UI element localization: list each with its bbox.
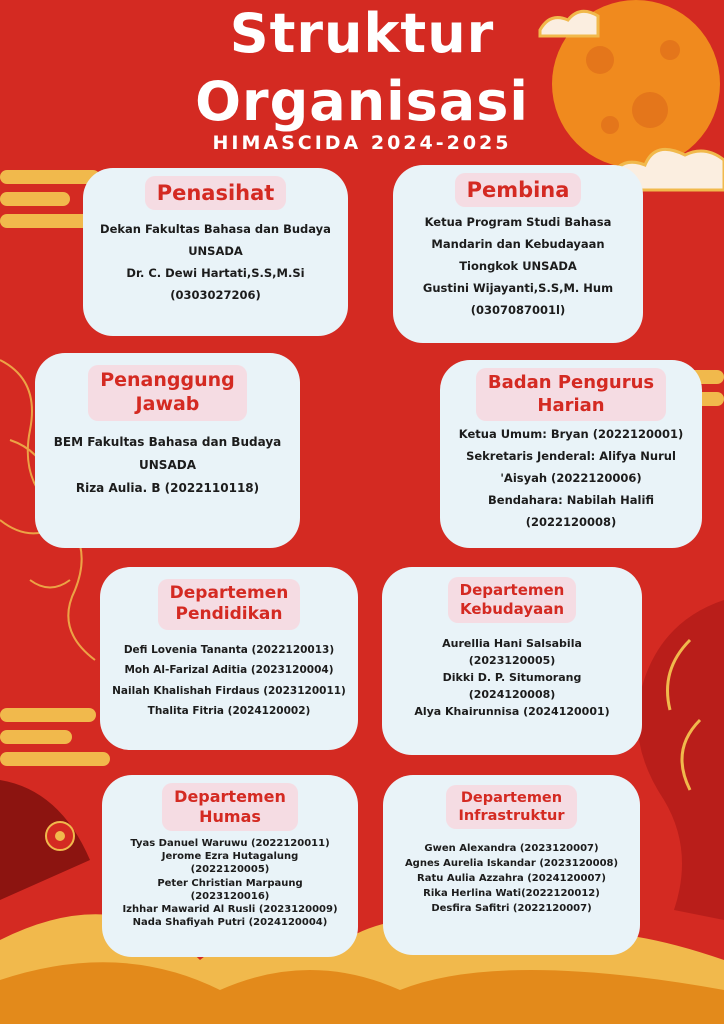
pendidikan-line: Thalita Fitria (2024120002) xyxy=(147,705,311,717)
heading-bph: Badan Pengurus Harian xyxy=(476,368,666,421)
penasihat-line: Dr. C. Dewi Hartati,S.S,M.Si xyxy=(126,266,305,281)
pembina-line: Tiongkok UNSADA xyxy=(459,259,577,274)
pendidikan-line: Nailah Khalishah Firdaus (2023120011) xyxy=(112,684,346,697)
card-pembina xyxy=(393,165,643,343)
page-title-line1: Struktur xyxy=(229,2,495,65)
kebudayaan-line: Alya Khairunnisa (2024120001) xyxy=(414,704,610,718)
heading-pendidikan: Departemen Pendidikan xyxy=(158,579,301,630)
heading-infrastruktur: Departemen Infrastruktur xyxy=(446,785,576,829)
pembina-line: Gustini Wijayanti,S.S,M. Hum xyxy=(422,281,614,296)
bph-line: Sekretaris Jenderal: Alifya Nurul xyxy=(466,449,676,463)
infrastruktur-line: Ratu Aulia Azzahra (2024120007) xyxy=(417,873,606,885)
card-departemen-kebudayaan xyxy=(382,567,642,755)
penanggung-jawab-line: UNSADA xyxy=(139,457,196,472)
bph-line: (2022120008) xyxy=(525,515,617,529)
card-departemen-infrastruktur xyxy=(383,775,640,955)
dragon-right-icon xyxy=(637,600,724,920)
penasihat-line: UNSADA xyxy=(188,244,243,259)
humas-line: Nada Shafiyah Putri (2024120004) xyxy=(132,917,328,929)
kebudayaan-line: (2024120008) xyxy=(468,687,556,701)
humas-line: (2022120005) xyxy=(190,864,270,876)
kebudayaan-line: (2023120005) xyxy=(468,653,556,667)
penanggung-jawab-line: Riza Aulia. B (2022110118) xyxy=(75,480,260,495)
infrastruktur-line: Rika Herlina Wati(2022120012) xyxy=(423,888,600,900)
bph-line: Bendahara: Nabilah Halifi xyxy=(488,493,654,507)
heading-humas: Departemen Humas xyxy=(162,783,298,831)
kebudayaan-line: Aurellia Hani Salsabila xyxy=(442,636,582,650)
card-badan-pengurus-harian xyxy=(440,360,702,548)
humas-line: Izhhar Mawarid Al Rusli (2023120009) xyxy=(122,904,338,916)
card-departemen-humas xyxy=(102,775,358,957)
humas-line: Jerome Ezra Hutagalung xyxy=(161,851,299,863)
bph-line: Ketua Umum: Bryan (2022120001) xyxy=(458,427,684,441)
humas-line: (2023120016) xyxy=(190,890,270,902)
page-subtitle: HIMASCIDA 2024-2025 xyxy=(212,132,512,154)
flower-icon xyxy=(46,822,74,850)
infrastruktur-line: Agnes Aurelia Iskandar (2023120008) xyxy=(404,858,619,870)
infrastruktur-line: Gwen Alexandra (2023120007) xyxy=(424,843,599,855)
heading-penasihat: Penasihat xyxy=(145,176,287,210)
pembina-line: Mandarin dan Kebudayaan xyxy=(431,237,605,252)
pembina-line: (0307087001l) xyxy=(470,303,566,318)
infrastruktur-line: Desfira Safitri (2022120007) xyxy=(431,903,592,915)
humas-line: Peter Christian Marpaung xyxy=(157,877,303,889)
bph-line: 'Aisyah (2022120006) xyxy=(500,471,642,485)
card-departemen-pendidikan xyxy=(100,567,358,750)
page-title-line2: Organisasi xyxy=(195,70,529,133)
pendidikan-line: Moh Al-Farizal Aditia (2023120004) xyxy=(124,664,334,676)
kebudayaan-line: Dikki D. P. Situmorang xyxy=(442,670,582,684)
humas-line: Tyas Danuel Waruwu (2022120011) xyxy=(130,838,330,849)
card-penasihat xyxy=(83,168,348,336)
heading-penanggung-jawab: Penanggung Jawab xyxy=(88,365,247,421)
pendidikan-line: Defi Lovenia Tananta (2022120013) xyxy=(123,643,335,656)
heading-pembina: Pembina xyxy=(455,173,582,207)
penasihat-line: (0303027206) xyxy=(170,288,261,303)
heading-kebudayaan: Departemen Kebudayaan xyxy=(448,577,577,623)
penanggung-jawab-line: BEM Fakultas Bahasa dan Budaya xyxy=(53,434,282,449)
pembina-line: Ketua Program Studi Bahasa xyxy=(424,215,612,230)
card-penanggung-jawab xyxy=(35,353,300,548)
penasihat-line: Dekan Fakultas Bahasa dan Budaya xyxy=(100,222,331,237)
